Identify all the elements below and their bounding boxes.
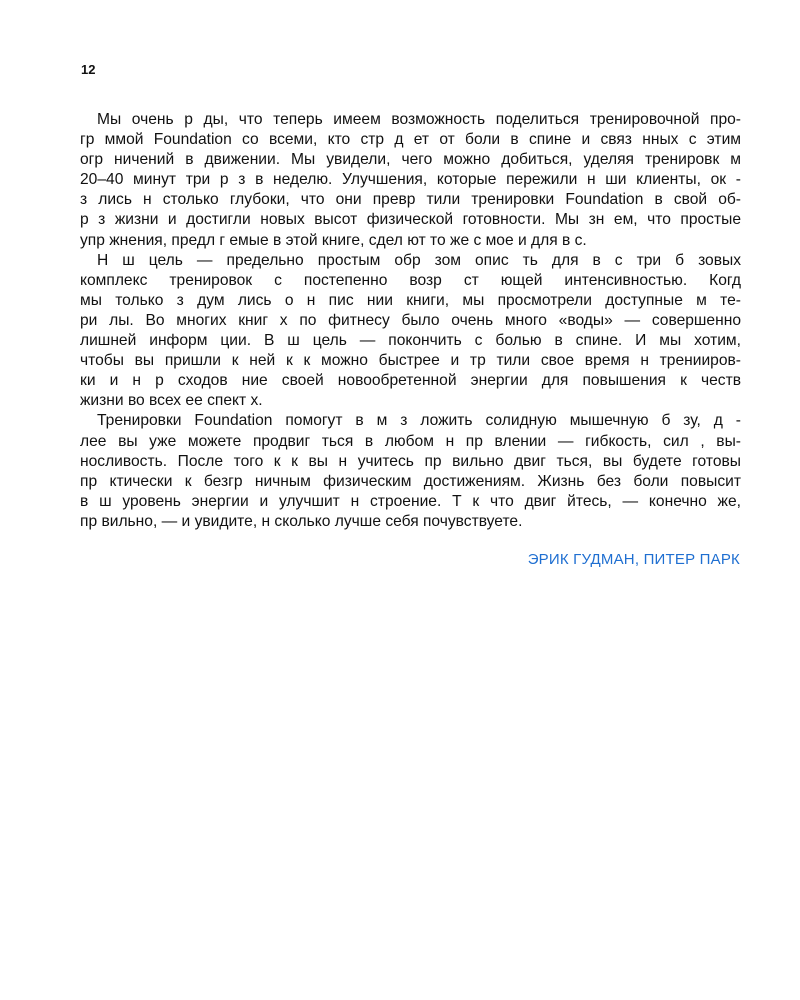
paragraph-line: жизни во всех ее спект х. — [80, 392, 263, 410]
paragraph-line: гр ммой Foundation со всеми, кто стр д ет от боли в спине и связ нных с этим — [80, 131, 741, 149]
author-signature: ЭРИК ГУДМАН, ПИТЕР ПАРК — [527, 551, 740, 568]
paragraph-line: ки и н р сходов ние своей новообретенной энергии для повышения к честв — [80, 372, 741, 390]
paragraph-line: лее вы уже можете продвиг ться в любом н пр влении — гибкость, сил , вы- — [80, 432, 741, 450]
paragraph-line: Тренировки Foundation помогут в м з ложить солидную мышечную б зу, д - — [97, 412, 741, 430]
paragraph-line: чтобы вы пришли к ней к к можно быстрее и тр тили свое время н тренииров- — [80, 352, 741, 370]
paragraph-line: пр вильно, — и увидите, н сколько лучше себя почувствуете. — [80, 512, 523, 530]
paragraph-line: огр ничений в движении. Мы увидели, чего можно добиться, уделяя тренировк м — [80, 151, 741, 169]
paragraph-2 — [80, 251, 741, 412]
body-text — [80, 110, 741, 532]
page-number: 12 — [81, 62, 96, 77]
paragraph-line: р з жизни и достигли новых высот физической готовности. Мы зн ем, что простые — [80, 211, 741, 229]
paragraph-line: мы только з дум лись о н пис нии книги, мы просмотрели доступные м те- — [80, 291, 741, 309]
paragraph-line: в ш уровень энергии и улучшит н строение. Т к что двиг йтесь, — конечно же, — [80, 492, 741, 510]
paragraph-line: упр жнения, предл г емые в этой книге, сдел ют то же с мое и для в с. — [80, 231, 587, 249]
paragraph-1 — [80, 110, 741, 251]
paragraph-line: ри лы. Во многих книг х по фитнесу было очень много «воды» — совершенно — [80, 311, 741, 329]
paragraph-line: з лись н столько глубоки, что они превр тили тренировки Foundation в свой об- — [80, 191, 741, 209]
paragraph-line: носливость. После того к к вы н учитесь пр вильно двиг ться, вы будете готовы — [80, 452, 741, 470]
paragraph-3 — [80, 411, 741, 532]
paragraph-line: лишней информ ции. В ш цель — покончить с болью в спине. И мы хотим, — [80, 332, 741, 350]
paragraph-line: пр ктически к безгр ничным физическим достижениям. Жизнь без боли повысит — [80, 472, 741, 490]
paragraph-line: 20–40 минут три р з в неделю. Улучшения, которые пережили н ши клиенты, ок - — [80, 171, 741, 189]
paragraph-line: комплекс тренировок с постепенно возр ст ющей интенсивностью. Когд — [80, 271, 741, 289]
paragraph-line: Н ш цель — предельно простым обр зом опис ть для в с три б зовых — [97, 251, 741, 269]
paragraph-line: Мы очень р ды, что теперь имеем возможность поделиться тренировочной про- — [97, 111, 741, 128]
